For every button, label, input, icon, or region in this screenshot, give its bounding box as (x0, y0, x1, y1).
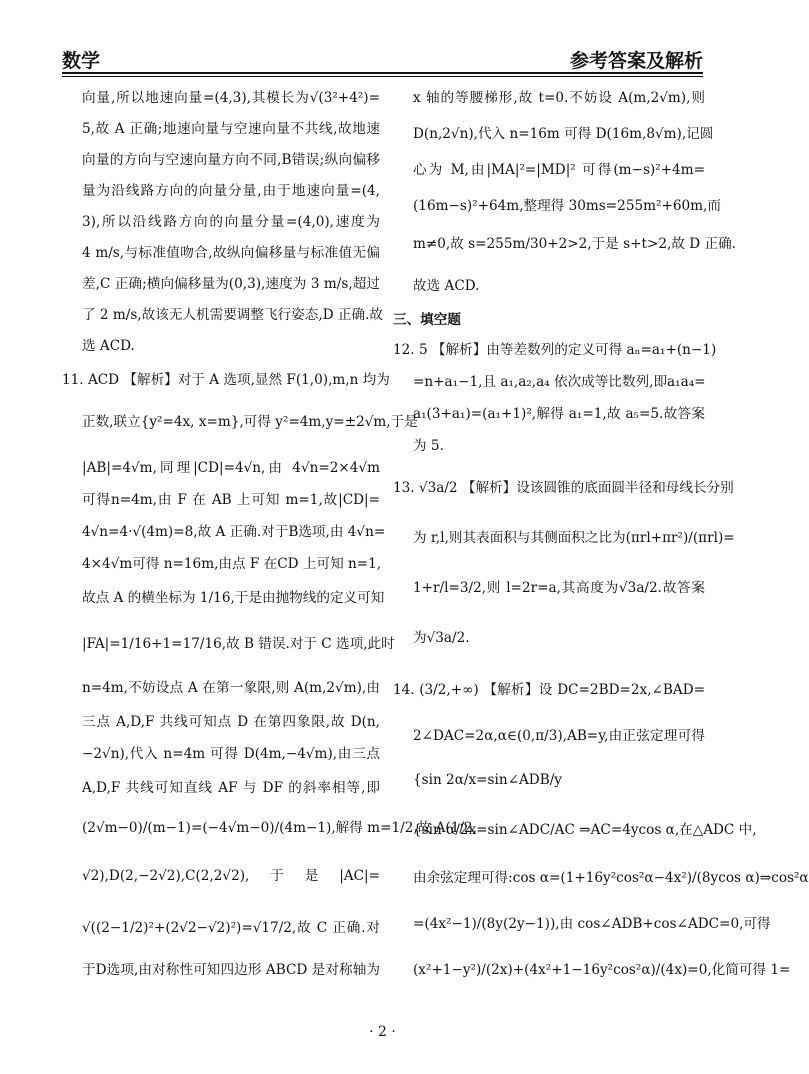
text-line: 向量的方向与空速向量方向不同,B错误;纵向偏移 (82, 152, 380, 168)
text-line: √((2−1/2)²+(2√2−√2)²)=√17/2,故 C 正确.对 (82, 920, 380, 936)
text-line: 4 m/s,与标准值吻合,故纵向偏移量与标准值无偏 (82, 245, 380, 261)
text-line: 5,故 A 正确;地速向量与空速向量不共线,故地速 (82, 121, 380, 137)
text-line: 为 r,l,则其表面积与其侧面积之比为(πrl+πr²)/(πrl)= (413, 530, 735, 546)
text-line: 向量,所以地速向量=(4,3),其模长为√(3²+4²)= (82, 90, 380, 106)
text-line: 4×4√m可得 n=16m,由点 F 在CD 上可知 n=1, (82, 556, 382, 572)
header-rule (62, 76, 703, 77)
text-line: |FA|=1/16+1=17/16,故 B 错误.对于 C 选项,此时 (82, 636, 395, 652)
equation-line: {sin α/2x=sin∠ADC/AC ⇒AC=4ycos α,在△ADC 中, (413, 822, 757, 838)
text-line: m≠0,故 s=255m/30+2>2,于是 s+t>2,故 D 正确. (413, 236, 736, 252)
text-line: 了 2 m/s,故该无人机需要调整飞行姿态,D 正确.故 (82, 307, 384, 323)
text-line: 4√n=4·√(4m)=8,故 A 正确.对于B选项,由 4√n= (82, 524, 386, 540)
text-line: (16m−s)²+64m,整理得 30ms=255m²+60m,而 (413, 198, 721, 214)
text-line: (2√m−0)/(m−1)=(−4√m−0)/(4m−1),解得 m=1/2,故 A(1/2, (82, 820, 477, 836)
text-line: 3),所以沿线路方向的向量分量=(4,0),速度为 (82, 214, 380, 230)
text-line: 正数,联立{y²=4x, x=m},可得 y²=4m,y=±2√m,于是 (82, 414, 418, 430)
text-line: 心为 M,由|MA|²=|MD|² 可得(m−s)²+4m= (413, 162, 705, 178)
equation-line: {sin 2α/x=sin∠ADB/y (413, 772, 562, 788)
text-line: −2√n),代入 n=4m 可得 D(4m,−4√m),由三点 (82, 746, 380, 762)
text-line: 故点 A 的横坐标为 1/16,于是由抛物线的定义可知 (82, 590, 385, 606)
text-line: 由余弦定理可得:cos α=(1+16y²cos²α−4x²)/(8ycos α)⇒cos²α (413, 870, 809, 886)
text-line: |AB|=4√m,同理|CD|=4√n,由 4√n=2×4√m (82, 460, 380, 476)
text-line: 可得n=4m,由 F 在 AB 上可知 m=1,故|CD|= (82, 492, 380, 508)
answer-12-heading: 12. 5 【解析】由等差数列的定义可得 aₙ=a₁+(n−1) (393, 342, 717, 358)
text-line: 故选 ACD. (413, 278, 480, 294)
section-title: 参考答案及解析 (569, 50, 703, 72)
text-line: √2),D(2,−2√2),C(2,2√2),于是|AC|= (82, 868, 380, 884)
text-line: 为 5. (413, 438, 444, 454)
text-line: 1+r/l=3/2,则 l=2r=a,其高度为√3a/2.故答案 (413, 580, 705, 596)
answer-11-heading: 11. ACD 【解析】对于 A 选项,显然 F(1,0),m,n 均为 (62, 372, 390, 388)
answer-14-heading: 14. (3/2,+∞) 【解析】设 DC=2BD=2x,∠BAD= (393, 682, 705, 698)
answer-13-heading: 13. √3a/2 【解析】设该圆锥的底面圆半径和母线长分别 (393, 480, 734, 496)
page-number: · 2 · (369, 1024, 396, 1040)
text-line: x 轴的等腰梯形,故 t=0.不妨设 A(m,2√m),则 (413, 90, 705, 106)
text-line: 于D选项,由对称性可知四边形 ABCD 是对称轴为 (82, 962, 380, 978)
text-line: 量为沿线路方向的向量分量,由于地速向量=(4, (82, 183, 380, 199)
text-line: 差,C 正确;横向偏移量为(0,3),速度为 3 m/s,超过 (82, 276, 380, 292)
text-line: =(4x²−1)/(8y(2y−1)),由 cos∠ADB+cos∠ADC=0,可得 (413, 916, 771, 932)
subject-title: 数学 (62, 50, 101, 72)
text-line: a₁(3+a₁)=(a₁+1)²,解得 a₁=1,故 a₅=5.故答案 (413, 406, 705, 422)
text-line: A,D,F 共线可知直线 AF 与 DF 的斜率相等,即 (82, 780, 380, 796)
text-line: n=4m,不妨设点 A 在第一象限,则 A(m,2√m),由 (82, 680, 380, 696)
section-heading-fill-in: 三、填空题 (393, 312, 461, 328)
page-header (62, 44, 703, 74)
text-line: 选 ACD. (82, 338, 135, 354)
text-line: D(n,2√n),代入 n=16m 可得 D(16m,8√m),记圆 (413, 126, 714, 142)
text-line: =n+a₁−1,且 a₁,a₂,a₄ 依次成等比数列,即a₁a₄= (413, 374, 706, 390)
text-line: (x²+1−y²)/(2x)+(4x²+1−16y²cos²α)/(4x)=0,化简可得 1= (413, 962, 791, 978)
text-line: 为√3a/2. (413, 630, 470, 646)
text-line: 三点 A,D,F 共线可知点 D 在第四象限,故 D(n, (82, 714, 380, 730)
text-line: 2∠DAC=2α,α∈(0,π/3),AB=y,由正弦定理可得 (413, 728, 705, 744)
